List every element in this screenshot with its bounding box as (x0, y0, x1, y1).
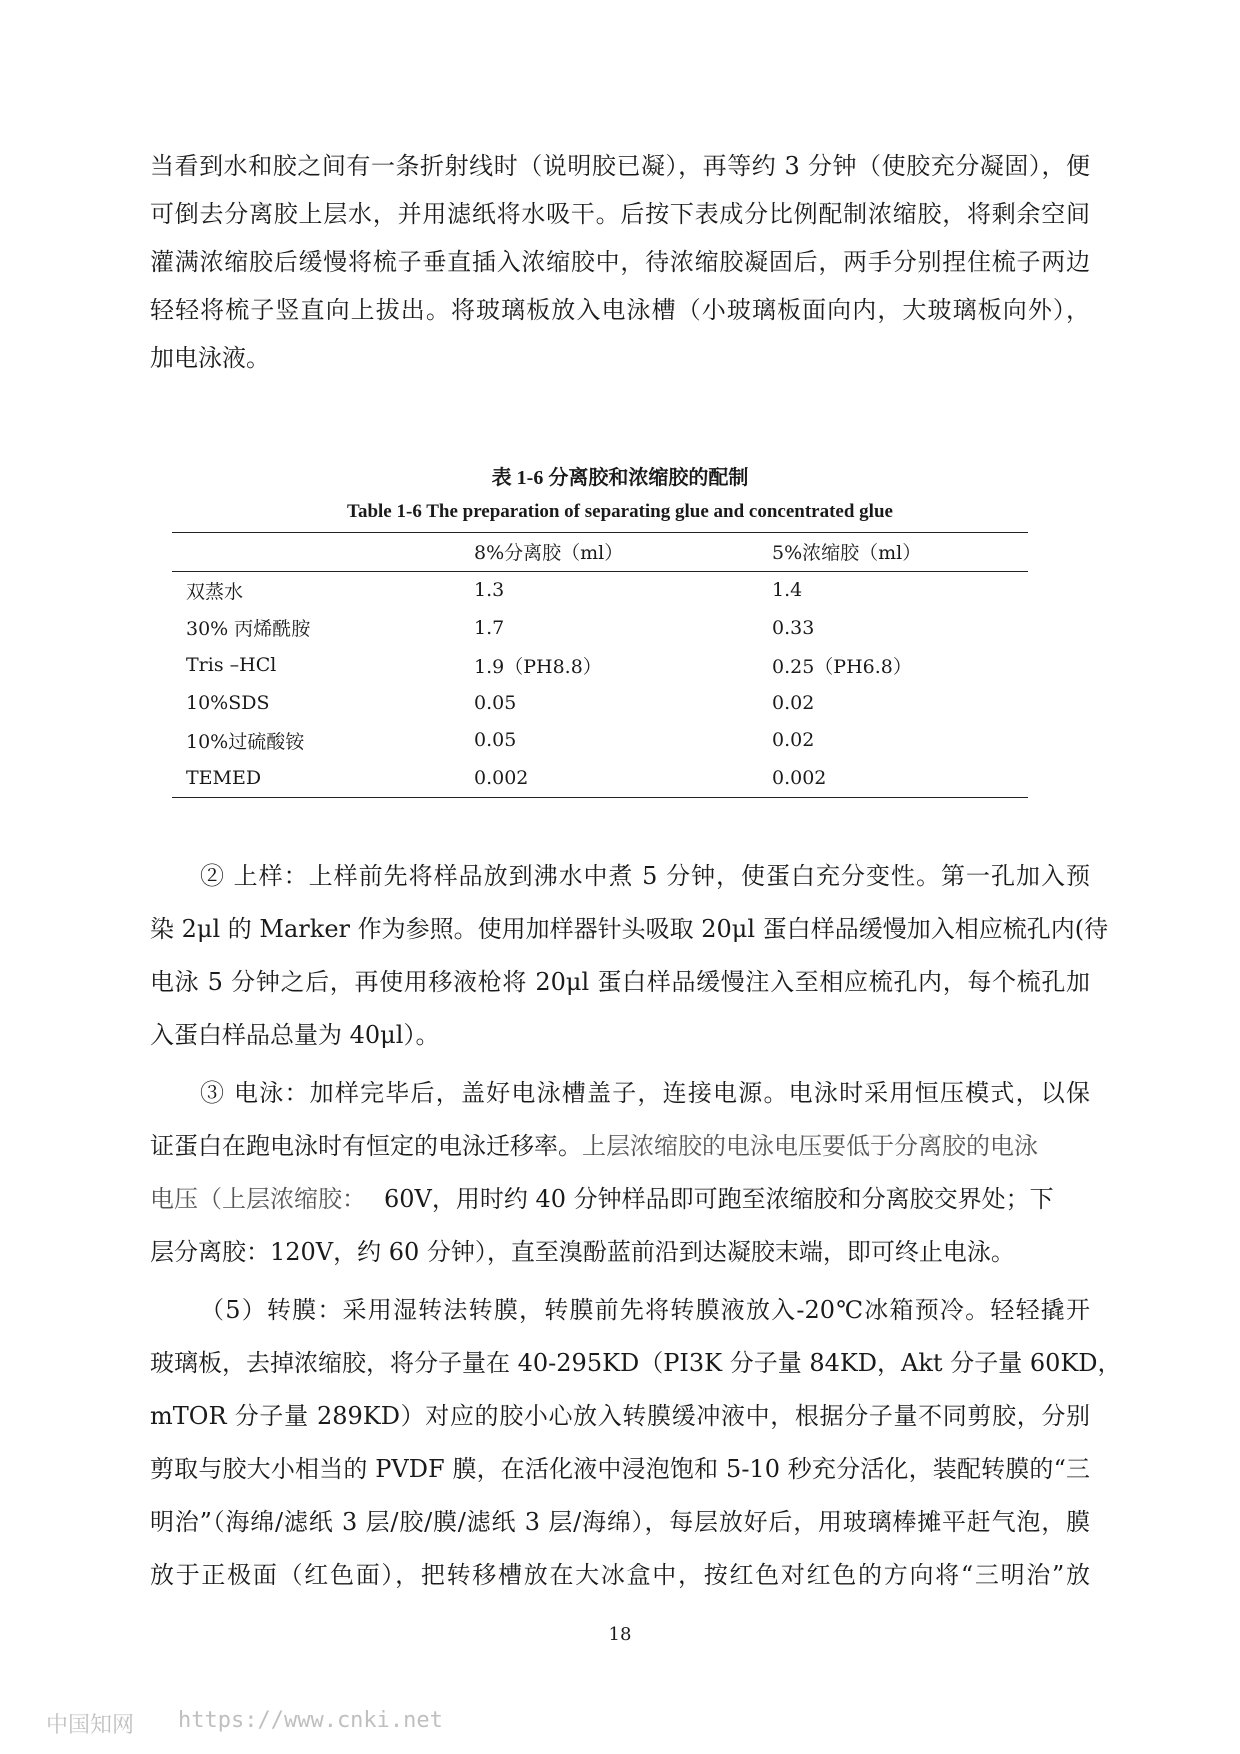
table-cell: 0.05 (474, 691, 517, 714)
header-cell (172, 533, 460, 572)
table-cell: 双蒸水 (186, 580, 244, 603)
table-cell: 0.02 (772, 691, 815, 714)
table-cell: 1.3 (474, 579, 505, 602)
text-span: 证蛋白在跑电泳时有恒定的电泳迁移率。 (150, 1132, 582, 1160)
table-row (172, 759, 1028, 797)
text-line: mTOR 分子量 289KD）对应的胶小心放入转膜缓冲液中，根据分子量不同剪胶，分别 (150, 1402, 1090, 1430)
table-cell: TEMED (186, 766, 262, 789)
text-line: 放于正极面（红色面），把转移槽放在大冰盒中，按红色对红色的方向将“三明治”放 (150, 1561, 1090, 1589)
text-line: 当看到水和胶之间有一条折射线时（说明胶已凝），再等约 3 分钟（使胶充分凝固），便 (150, 152, 1090, 180)
text-line: 轻轻将梳子竖直向上拔出。将玻璃板放入电泳槽（小玻璃板面向内，大玻璃板向外）， (150, 296, 1090, 324)
table-cell: 0.002 (474, 766, 529, 789)
text-line: 可倒去分离胶上层水，并用滤纸将水吸干。后按下表成分比例配制浓缩胶，将剩余空间 (150, 200, 1090, 228)
header-cell: 5%浓缩胶（ml） (772, 542, 922, 565)
table-caption-cn: 表 1-6 分离胶和浓缩胶的配制 (491, 467, 749, 489)
text-span: 60V，用时约 40 分钟样品即可跑至浓缩胶和分离胶交界处；下 (384, 1185, 1054, 1213)
table-cell: 0.02 (772, 729, 815, 752)
text-line: 灌满浓缩胶后缓慢将梳子垂直插入浓缩胶中，待浓缩胶凝固后，两手分别捏住梳子两边 (150, 248, 1090, 276)
text-line (150, 1184, 1090, 1214)
text-line: 加电泳液。 (150, 344, 270, 372)
text-span-gray: 上层浓缩胶的电泳电压要低于分离胶的电泳 (582, 1132, 1038, 1160)
text-line: 剪取与胶大小相当的 PVDF 膜，在活化液中浸泡饱和 5-10 秒充分活化，装配转膜的“三 (150, 1455, 1090, 1483)
table-cell: 0.25（PH6.8） (772, 655, 912, 678)
page-number: 18 (608, 1624, 632, 1645)
table-cell: 30% 丙烯酰胺 (186, 618, 311, 641)
text-line: 玻璃板，去掉浓缩胶，将分子量在 40-295KD（PI3K 分子量 84KD，Akt 分子量 60KD， (150, 1349, 1122, 1377)
table-cell: 10%SDS (186, 691, 270, 714)
text-line: 明治”（海绵/滤纸 3 层/胶/膜/滤纸 3 层/海绵），每层放好后，用玻璃棒摊平赶气泡，膜 (150, 1508, 1090, 1536)
table-cell: 0.33 (772, 616, 815, 639)
watermark-site-name: 中国知网 (46, 1713, 135, 1738)
table-row (172, 722, 1028, 760)
table-row (172, 609, 1028, 647)
text-line: 层分离胶：120V，约 60 分钟），直至溴酚蓝前沿到达凝胶末端，即可终止电泳。 (150, 1238, 1015, 1266)
text-line: （5）转膜：采用湿转法转膜，转膜前先将转膜液放入-20℃冰箱预冷。轻轻撬开 (200, 1296, 1090, 1324)
table-row (172, 571, 1028, 609)
header-cell: 8%分离胶（ml） (474, 542, 624, 565)
table-cell: Tris –HCl (186, 654, 277, 677)
text-line: ② 上样：上样前先将样品放到沸水中煮 5 分钟，使蛋白充分变性。第一孔加入预 (200, 862, 1090, 890)
watermark-url: https://www.cnki.net (178, 1708, 443, 1733)
table-cell: 0.002 (772, 766, 827, 789)
text-line: ③ 电泳：加样完毕后，盖好电泳槽盖子，连接电源。电泳时采用恒压模式，以保 (200, 1079, 1090, 1107)
table-header-row (172, 533, 1028, 572)
table-row (172, 684, 1028, 722)
table-cell: 0.05 (474, 729, 517, 752)
text-line: 入蛋白样品总量为 40μl）。 (150, 1021, 440, 1049)
table-caption-en: Table 1-6 The preparation of separating glue and concentrated glue (347, 501, 893, 522)
table-row (172, 647, 1028, 685)
gel-recipe-table (172, 532, 1028, 798)
text-span-gray: 电压（上层浓缩胶： (150, 1185, 366, 1213)
text-line: 染 2μl 的 Marker 作为参照。使用加样器针头吸取 20μl 蛋白样品缓慢加入相应梳孔内(待 (150, 915, 1109, 943)
table-cell: 1.9（PH8.8） (474, 655, 602, 678)
text-line: 电泳 5 分钟之后，再使用移液枪将 20μl 蛋白样品缓慢注入至相应梳孔内，每个梳孔加 (150, 968, 1090, 996)
table-cell: 1.7 (474, 616, 505, 639)
table-cell: 1.4 (772, 579, 803, 602)
text-line (150, 1131, 1090, 1161)
table-cell: 10%过硫酸铵 (186, 730, 305, 753)
